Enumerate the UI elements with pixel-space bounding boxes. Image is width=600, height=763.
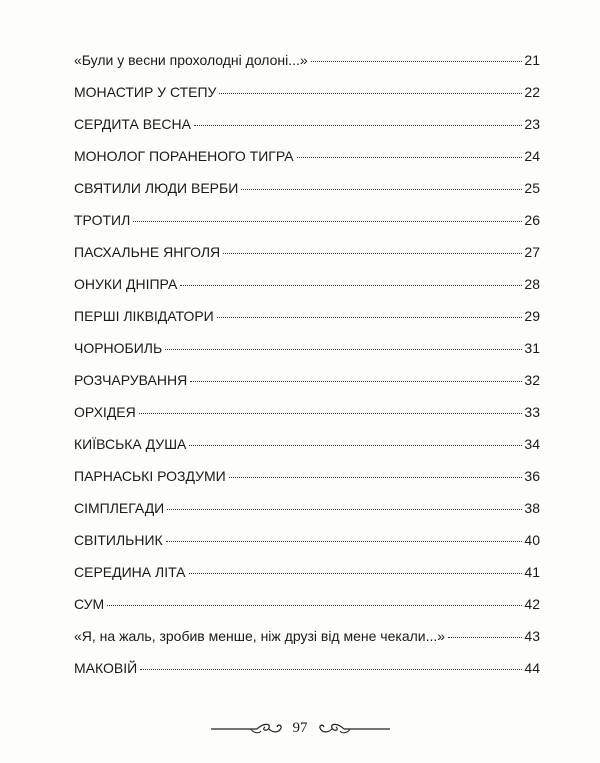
toc-entry-title: МАКОВІЙ (74, 660, 138, 676)
toc-entry-page: 41 (524, 564, 540, 580)
toc-entry-page: 29 (524, 308, 540, 324)
toc-entry-title: СВІТИЛЬНИК (74, 532, 163, 548)
toc-entry-page: 21 (524, 52, 540, 68)
toc-entry-title: СЕРДИТА ВЕСНА (74, 116, 191, 132)
toc-entry-page: 34 (524, 436, 540, 452)
toc-entry (74, 116, 540, 148)
dot-leader (167, 509, 522, 510)
toc-entry (74, 404, 540, 436)
flourish-left-icon (211, 722, 283, 736)
toc-entry-title: «Були у весни прохолодні долоні...» (74, 52, 308, 68)
toc-entry-page: 36 (524, 468, 540, 484)
toc-entry-page: 23 (524, 116, 540, 132)
toc-entry-page: 26 (524, 212, 540, 228)
toc-entry-title: ПАРНАСЬКІ РОЗДУМИ (74, 468, 226, 484)
toc-entry (74, 660, 540, 692)
toc-entry-title: РОЗЧАРУВАННЯ (74, 372, 188, 388)
toc-entry-title: ПАСХАЛЬНЕ ЯНГОЛЯ (74, 244, 221, 260)
toc-entry-title: ПЕРШІ ЛІКВІДАТОРИ (74, 308, 214, 324)
dot-leader (189, 573, 523, 574)
dot-leader (297, 157, 523, 158)
toc-entry-title: СВЯТИЛИ ЛЮДИ ВЕРБИ (74, 180, 239, 196)
toc-entry (74, 468, 540, 500)
dot-leader (166, 541, 523, 542)
toc-entry-page: 43 (524, 628, 540, 644)
toc-entry-page: 27 (524, 244, 540, 260)
dot-leader (311, 61, 523, 62)
dot-leader (223, 253, 522, 254)
toc-entry-title: СУМ (74, 596, 105, 612)
toc-entry (74, 84, 540, 116)
toc-entry-page: 31 (524, 340, 540, 356)
dot-leader (190, 381, 522, 382)
toc-entry-title: ТРОТИЛ (74, 212, 131, 228)
toc-entry-title: ОРХІДЕЯ (74, 404, 136, 420)
toc-entry-title: МОНОЛОГ ПОРАНЕНОГО ТИГРА (74, 148, 294, 164)
toc-entry-title: МОНАСТИР У СТЕПУ (74, 84, 217, 100)
toc-entry (74, 52, 540, 84)
toc-entry (74, 532, 540, 564)
toc-entry (74, 244, 540, 276)
dot-leader (180, 285, 522, 286)
dot-leader (139, 413, 523, 414)
toc-entry-page: 44 (524, 660, 540, 676)
flourish-right-icon (318, 722, 390, 736)
toc-entry (74, 276, 540, 308)
toc-entry (74, 340, 540, 372)
toc-entry (74, 436, 540, 468)
page-number: 97 (292, 720, 308, 736)
toc-entry (74, 180, 540, 212)
dot-leader (219, 93, 522, 94)
dot-leader (229, 477, 523, 478)
toc-entry-title: СЕРЕДИНА ЛІТА (74, 564, 186, 580)
toc-entry-page: 33 (524, 404, 540, 420)
toc-entry-title: «Я, на жаль, зробив менше, ніж друзі від мене чекали...» (74, 628, 446, 644)
toc-entry-title: ОНУКИ ДНІПРА (74, 276, 178, 292)
dot-leader (140, 669, 522, 670)
dot-leader (107, 605, 522, 606)
toc-entry-page: 25 (524, 180, 540, 196)
dot-leader (133, 221, 522, 222)
toc-entry (74, 564, 540, 596)
toc-entry-page: 38 (524, 500, 540, 516)
dot-leader (241, 189, 522, 190)
toc-entry-page: 22 (524, 84, 540, 100)
dot-leader (189, 445, 522, 446)
toc-entry (74, 628, 540, 660)
dot-leader (217, 317, 523, 318)
toc-entry-title: КИЇВСЬКА ДУША (74, 436, 187, 452)
dot-leader (448, 637, 522, 638)
toc-entry-title: СІМПЛЕГАДИ (74, 500, 165, 516)
toc-entry-page: 32 (524, 372, 540, 388)
dot-leader (165, 349, 522, 350)
dot-leader (194, 125, 522, 126)
table-of-contents (74, 52, 540, 692)
toc-entry (74, 596, 540, 628)
toc-entry-page: 42 (524, 596, 540, 612)
toc-entry-page: 28 (524, 276, 540, 292)
toc-entry (74, 148, 540, 180)
toc-entry (74, 372, 540, 404)
toc-entry-title: ЧОРНОБИЛЬ (74, 340, 163, 356)
toc-entry-page: 40 (524, 532, 540, 548)
page-footer (0, 720, 600, 737)
toc-entry (74, 308, 540, 340)
toc-entry (74, 500, 540, 532)
toc-entry (74, 212, 540, 244)
toc-entry-page: 24 (524, 148, 540, 164)
